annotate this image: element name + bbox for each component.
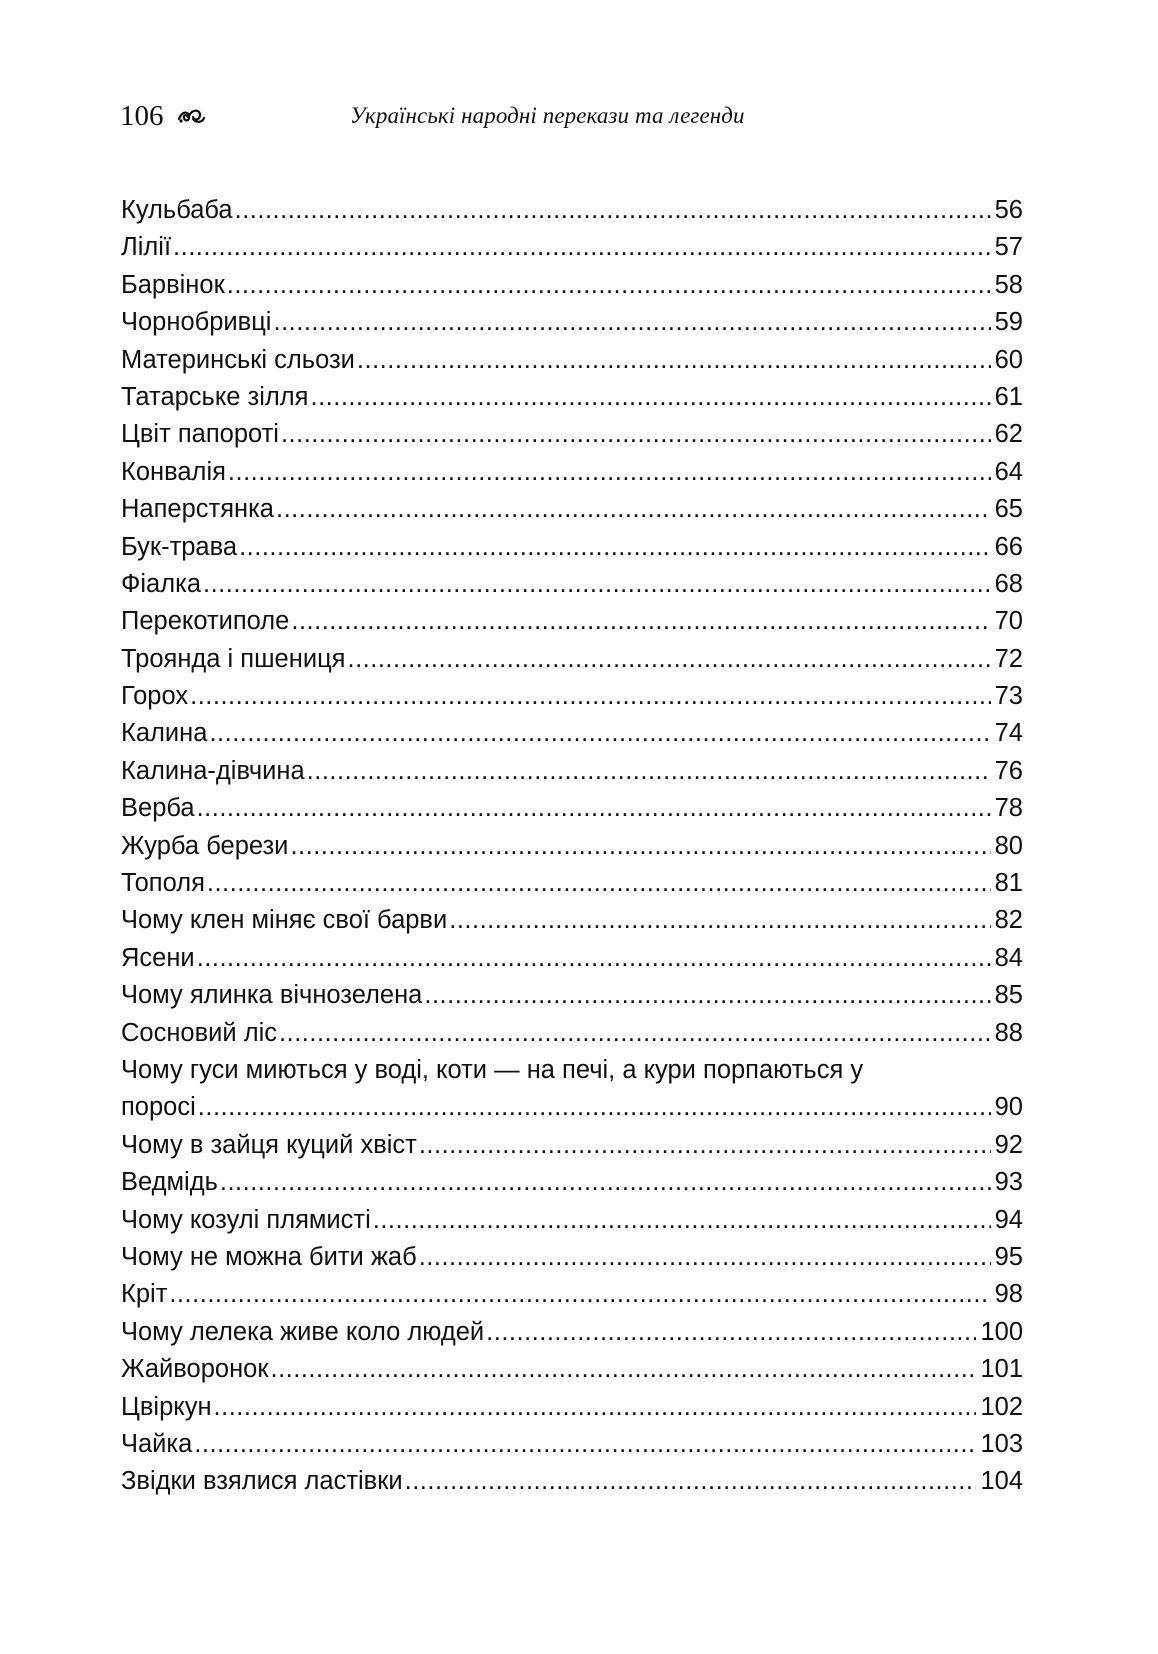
dot-leader [310, 379, 990, 416]
toc-entry-page: 94 [994, 1205, 1023, 1234]
toc-entry-page: 61 [994, 382, 1023, 411]
toc-entry-title: Конвалія [121, 457, 226, 486]
dot-leader [486, 1314, 976, 1351]
toc-entry-title: Верба [121, 794, 195, 823]
toc-entry-title: Сосновий ліс [121, 1018, 278, 1047]
toc-entry[interactable] [121, 828, 1023, 865]
toc-entry-page: 64 [994, 457, 1023, 486]
toc-entry[interactable] [121, 1276, 1023, 1313]
toc-entry-title: Чому лелека живе коло людей [121, 1317, 485, 1346]
toc-entry[interactable] [121, 1202, 1023, 1239]
toc-entry[interactable] [121, 491, 1023, 528]
dot-leader [419, 1239, 991, 1276]
dot-leader [173, 229, 991, 266]
toc-entry-title: Ведмідь [121, 1168, 218, 1197]
toc-entry-title: Чому ялинка вічнозелена [121, 981, 423, 1010]
page-number: 106 [120, 100, 164, 132]
toc-entry-page: 60 [994, 345, 1023, 374]
toc-entry-page: 85 [994, 981, 1023, 1010]
toc-entry[interactable] [121, 454, 1023, 491]
toc-entry-title: Чому в зайця куций хвіст [121, 1130, 417, 1159]
toc-entry-page: 102 [980, 1392, 1023, 1421]
dot-leader [449, 902, 990, 939]
toc-entry-title: Калина-дівчина [121, 756, 305, 785]
toc-entry[interactable] [121, 753, 1023, 790]
toc-entry[interactable] [121, 304, 1023, 341]
toc-entry-page: 100 [980, 1317, 1023, 1346]
dot-leader [291, 603, 990, 640]
dot-leader [207, 865, 991, 902]
toc-entry[interactable] [121, 641, 1023, 678]
toc-entry[interactable] [121, 267, 1023, 304]
toc-entry[interactable] [121, 1351, 1023, 1388]
toc-entry-page: 73 [994, 682, 1023, 711]
dot-leader [273, 304, 990, 341]
toc-entry-page: 103 [980, 1429, 1023, 1458]
toc-entry[interactable] [121, 1426, 1023, 1463]
toc-entry-page: 56 [994, 196, 1023, 224]
toc-entry-page: 84 [994, 943, 1023, 972]
toc-entry-title: Чому козулі плямисті [121, 1205, 371, 1234]
toc-entry[interactable] [121, 865, 1023, 902]
dot-leader [239, 529, 991, 566]
toc-entry-page: 104 [980, 1467, 1023, 1496]
dot-leader [281, 416, 991, 453]
table-of-contents [121, 192, 1023, 1501]
toc-entry[interactable] [121, 379, 1023, 416]
toc-entry[interactable] [121, 1314, 1023, 1351]
toc-entry[interactable] [121, 1463, 1023, 1500]
toc-entry-title: Фіалка [121, 569, 202, 598]
toc-entry-title: Барвінок [121, 270, 225, 299]
dot-leader [169, 1276, 990, 1313]
dot-leader [209, 715, 990, 752]
toc-entry-title: Кульбаба [121, 196, 233, 224]
toc-entry-page: 78 [994, 794, 1023, 823]
toc-entry-title: Чому клен міняє свої барви [121, 906, 448, 935]
toc-entry-title: Бук-трава [121, 532, 238, 561]
toc-entry-title: Жайворонок [121, 1355, 269, 1384]
dot-leader [307, 753, 991, 790]
toc-entry[interactable] [121, 977, 1023, 1014]
toc-entry-page: 76 [994, 756, 1023, 785]
toc-entry[interactable] [121, 1127, 1023, 1164]
toc-entry-title: Ясени [121, 943, 195, 972]
toc-entry-page: 65 [994, 495, 1023, 524]
toc-entry[interactable] [121, 1015, 1023, 1052]
toc-entry-title: Перекотиполе [121, 607, 290, 636]
toc-entry-title-continued: поросі [121, 1093, 196, 1122]
dot-leader [214, 1389, 977, 1426]
dot-leader [373, 1202, 991, 1239]
toc-entry-title: Чому гуси миються у воді, коти — на печі, а кури порпаються у [121, 1055, 864, 1084]
toc-entry[interactable] [121, 940, 1023, 977]
dot-leader [419, 1127, 991, 1164]
toc-entry[interactable] [121, 529, 1023, 566]
dot-leader [405, 1463, 977, 1500]
toc-entry-page: 59 [994, 308, 1023, 337]
toc-entry-title: Материнські сльози [121, 345, 355, 374]
toc-entry-title: Троянда і пшениця [121, 644, 346, 673]
toc-entry-page: 88 [994, 1018, 1023, 1047]
toc-entry-page: 93 [994, 1168, 1023, 1197]
dot-leader [198, 1089, 991, 1126]
toc-entry[interactable] [121, 229, 1023, 266]
toc-entry-page: 58 [994, 270, 1023, 299]
toc-entry[interactable] [121, 1052, 1023, 1127]
toc-entry-page: 90 [994, 1093, 1023, 1122]
toc-entry-page: 92 [994, 1130, 1023, 1159]
dot-leader [220, 1164, 991, 1201]
toc-entry-page: 66 [994, 532, 1023, 561]
toc-entry[interactable] [121, 342, 1023, 379]
toc-entry-page: 81 [994, 869, 1023, 898]
toc-entry-page: 57 [994, 233, 1023, 262]
toc-entry-page: 74 [994, 719, 1023, 748]
page-header [120, 96, 1020, 136]
dot-leader [197, 790, 991, 827]
toc-entry-title: Наперстянка [121, 495, 274, 524]
toc-entry[interactable] [121, 566, 1023, 603]
toc-entry-page: 95 [994, 1242, 1023, 1271]
toc-entry[interactable] [121, 1239, 1023, 1276]
toc-entry[interactable] [121, 192, 1023, 229]
dot-leader [279, 1015, 991, 1052]
toc-entry-title: Звідки взялися ластівки [121, 1467, 403, 1496]
toc-entry-page: 70 [994, 607, 1023, 636]
dot-leader [194, 1426, 976, 1463]
toc-entry-title: Цвіркун [121, 1392, 212, 1421]
toc-entry-title: Татарське зілля [121, 382, 309, 411]
toc-entry-page: 80 [994, 831, 1023, 860]
dot-leader [203, 566, 991, 603]
toc-entry[interactable] [121, 1389, 1023, 1426]
toc-entry-title: Горох [121, 682, 189, 711]
toc-entry-page: 101 [980, 1355, 1023, 1384]
toc-entry-page: 82 [994, 906, 1023, 935]
toc-entry-title: Чайка [121, 1429, 193, 1458]
dot-leader [228, 454, 991, 491]
toc-entry-title: Чому не можна бити жаб [121, 1242, 417, 1271]
toc-entry-title: Цвіт папороті [121, 420, 279, 449]
dot-leader [290, 828, 990, 865]
toc-entry-page: 68 [994, 569, 1023, 598]
running-title: Українські народні перекази та легенди [350, 103, 745, 128]
toc-entry[interactable] [121, 1164, 1023, 1201]
toc-entry[interactable] [121, 416, 1023, 453]
toc-entry-page: 98 [994, 1280, 1023, 1309]
dot-leader [235, 192, 991, 229]
toc-entry[interactable] [121, 902, 1023, 939]
dot-leader [276, 491, 991, 528]
dot-leader [190, 678, 991, 715]
toc-entry[interactable] [121, 678, 1023, 715]
toc-entry[interactable] [121, 790, 1023, 827]
dot-leader [270, 1351, 976, 1388]
toc-entry-title: Журба берези [121, 831, 289, 860]
toc-entry-title: Чорнобривці [121, 308, 272, 337]
toc-entry-title: Лілії [121, 233, 172, 262]
dot-leader [197, 940, 991, 977]
toc-entry[interactable] [121, 603, 1023, 640]
toc-entry-page: 62 [994, 420, 1023, 449]
toc-entry-title: Тополя [121, 869, 205, 898]
dot-leader [347, 641, 990, 678]
dot-leader [227, 267, 991, 304]
toc-entry-title: Кріт [121, 1280, 168, 1309]
toc-entry-page: 72 [994, 644, 1023, 673]
toc-entry-title: Калина [121, 719, 208, 748]
dot-leader [424, 977, 990, 1014]
dot-leader [357, 342, 991, 379]
fleuron-icon [176, 105, 206, 127]
toc-entry[interactable] [121, 715, 1023, 752]
